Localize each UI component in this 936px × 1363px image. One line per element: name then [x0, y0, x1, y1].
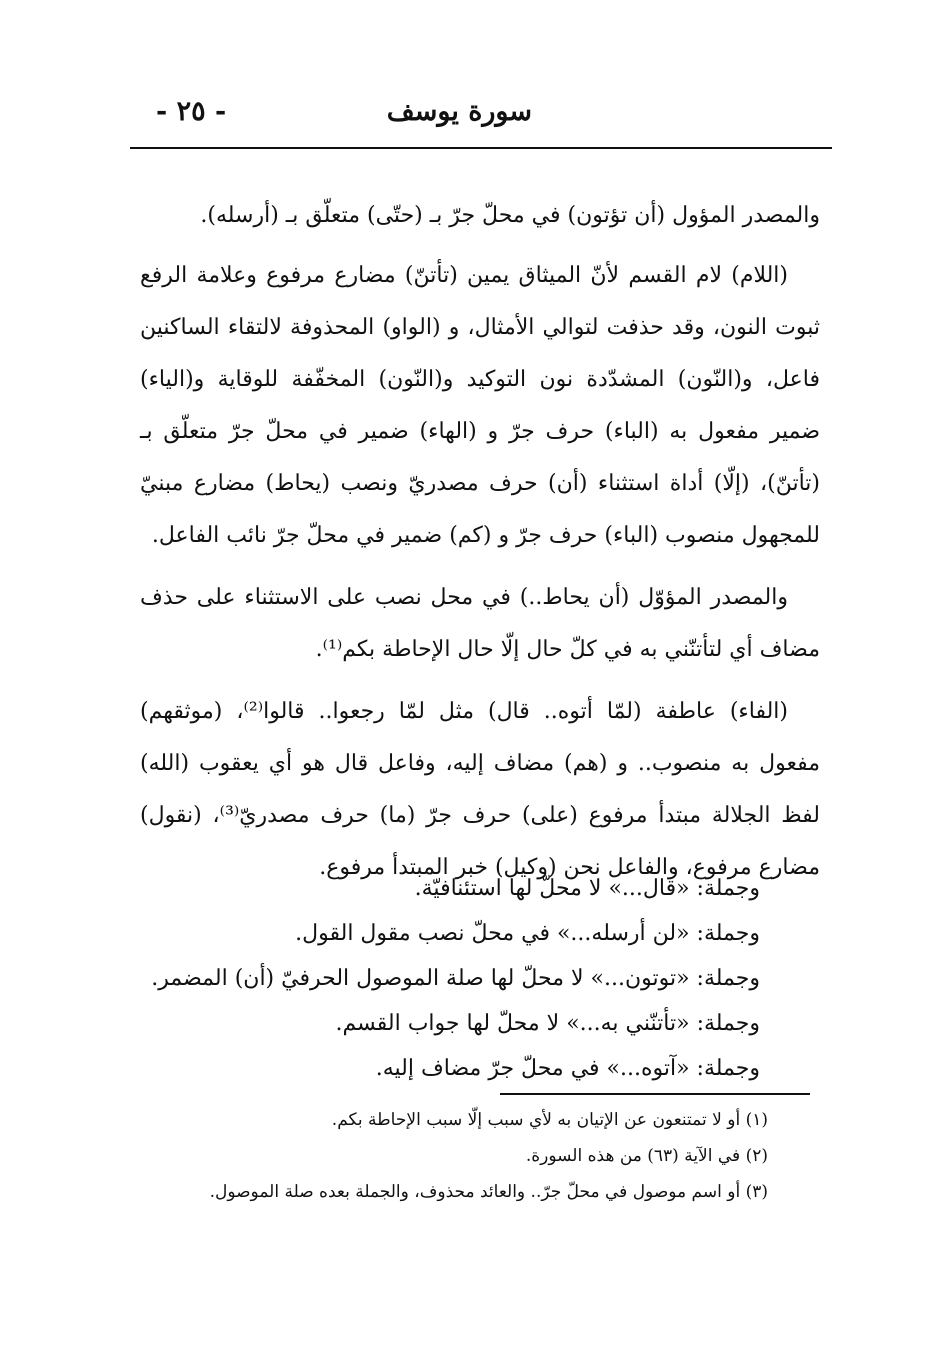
main-text [140, 190, 820, 904]
sentence-item: وجملة: «قال...» لا محلّ لها استئنافيّة. [414, 876, 760, 901]
paragraph: والمصدر المؤول (أن تؤتون) في محلّ جرّ بـ (حتّى) متعلّق بـ (أرسله). [200, 203, 820, 228]
footnote-item: (١) أو لا تمتنعون عن الإتيان به لأي سبب إلّا سبب الإحاطة بكم. [331, 1110, 768, 1130]
sentence-analysis-list [140, 866, 760, 1091]
sentence-item: وجملة: «آتوه...» في محلّ جرّ مضاف إليه. [375, 1056, 760, 1081]
paragraph: (الفاء) عاطفة (لمّا أتوه.. قال) مثل لمّا رجعوا.. قالوا⁽²⁾، (موثقهم) مفعول به منصوب.. و (هم) مضاف إليه، وفاعل قال هو أي يعقوب (الله) لفظ الجلالة مبتدأ مرفوع (على) حرف جرّ (ما) حرف مصدريّ⁽³⁾، (نقول) مضارع مرفوع، والفاعل نحن (وكيل) خبر المبتدأ مرفوع. [140, 699, 821, 880]
footnote-divider [500, 1093, 810, 1095]
footnote-item: (٣) أو اسم موصول في محلّ جرّ.. والعائد محذوف، والجملة بعده صلة الموصول. [209, 1182, 768, 1202]
footnote-item: (٢) في الآية (٦٣) من هذه السورة. [525, 1146, 768, 1166]
paragraph: (اللام) لام القسم لأنّ الميثاق يمين (تأتنّ) مضارع مرفوع وعلامة الرفع ثبوت النون، وقد حذفت لتوالي الأمثال، و (الواو) المحذوفة لالتقاء الساكنين فاعل، و(النّون) المشدّدة نون التوكيد و(النّون) المخفّفة للوقاية و(الياء) ضمير مفعول به (الباء) حرف جرّ و (الهاء) ضمير في محلّ جرّ متعلّق بـ (تأتنّ)، (إلّا) أداة استثناء (أن) حرف مصدريّ ونصب (يحاط) مضارع مبنيّ للمجهول منصوب (الباء) حرف جرّ و (كم) ضمير في محلّ جرّ نائب الفاعل. [140, 263, 820, 548]
sentence-item: وجملة: «توتون...» لا محلّ لها صلة الموصول الحرفيّ (أن) المضمر. [151, 966, 760, 991]
footnotes [140, 1102, 768, 1210]
sentence-item: وجملة: «تأتنّني به...» لا محلّ لها جواب القسم. [335, 1011, 760, 1036]
sentence-item: وجملة: «لن أرسله...» في محلّ نصب مقول القول. [295, 921, 760, 946]
header-divider [130, 147, 832, 149]
paragraph: والمصدر المؤوّل (أن يحاط..) في محل نصب على الاستثناء على حذف مضاف أي لتأتنّني به في كلّ حال إلّا حال الإحاطة بكم⁽¹⁾. [140, 585, 820, 662]
chapter-title: سورة يوسف [386, 96, 532, 127]
page-number: - ٢٥ - [156, 96, 227, 127]
page-header [130, 96, 832, 136]
